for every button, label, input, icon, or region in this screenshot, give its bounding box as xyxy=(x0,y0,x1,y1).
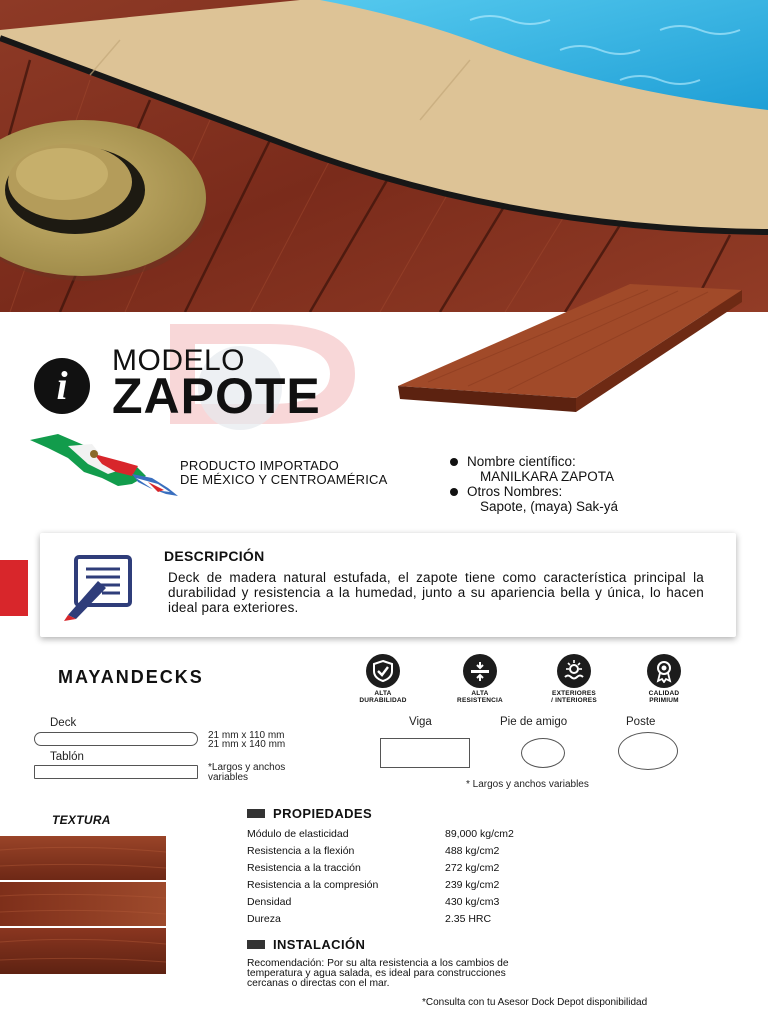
pie-de-amigo-label: Pie de amigo xyxy=(500,716,568,728)
poste-label: Poste xyxy=(626,716,656,728)
badge-durability xyxy=(345,654,421,704)
list-item xyxy=(450,454,618,469)
section-marker-icon xyxy=(247,940,265,949)
properties-title: PROPIEDADES xyxy=(247,806,372,821)
texture-title: TEXTURA xyxy=(52,813,111,827)
badge-label: CALIDAD PRIMIUM xyxy=(648,690,680,704)
poste-profile-shape xyxy=(618,732,678,770)
shield-check-icon xyxy=(366,654,400,688)
bullet-icon xyxy=(450,488,458,496)
description-title: DESCRIPCIÓN xyxy=(164,548,265,564)
size-deck: 21 mm x 110 mm xyxy=(208,730,285,741)
deck-label: Deck xyxy=(50,717,77,729)
document-pen-icon xyxy=(62,555,134,621)
scientific-name-value: MANILKARA ZAPOTA xyxy=(480,469,615,484)
bullet-icon xyxy=(450,458,458,466)
shapes-note: * Largos y anchos variables xyxy=(466,779,589,790)
deck-profile-shape xyxy=(34,732,198,746)
other-names-label: Otros Nombres: xyxy=(467,484,563,499)
pie-de-amigo-profile-shape xyxy=(521,738,565,768)
brand-logo: MAYANDECKS xyxy=(58,667,204,687)
badge-label: ALTA DURABILIDAD xyxy=(359,690,407,704)
badge-exteriors xyxy=(536,654,612,704)
scientific-name-label: Nombre científico: xyxy=(467,454,576,469)
table-row: Resistencia a la compresión 239 kg/cm2 xyxy=(247,879,500,891)
description-card xyxy=(40,533,736,637)
list-item xyxy=(450,484,618,499)
footnote: *Consulta con tu Asesor Dock Depot disponibilidad xyxy=(422,997,648,1008)
hero-image xyxy=(0,0,768,312)
sun-wave-icon xyxy=(557,654,591,688)
model-name: ZAPOTE xyxy=(112,368,321,424)
origin-line-1: PRODUCTO IMPORTADO xyxy=(180,458,339,473)
description-text: Deck de madera natural estufada, el zapote tiene como característica principal la durabilidad y resistencia a la humedad, junto a su apariencia bella y única, lo hacen ideal para exteriores. xyxy=(168,570,704,615)
model-label: MODELO xyxy=(112,344,246,377)
origin-line-2: DE MÉXICO Y CENTROAMÉRICA xyxy=(180,472,388,487)
viga-profile-shape xyxy=(380,738,470,768)
table-row: Módulo de elasticidad 89,000 kg/cm2 xyxy=(247,828,514,840)
section-marker-icon xyxy=(247,809,265,818)
installation-title: INSTALACIÓN xyxy=(247,937,365,952)
species-names-list xyxy=(450,454,618,514)
accent-strip xyxy=(0,560,28,616)
dimension-note-2: variables xyxy=(208,772,249,783)
viga-label: Viga xyxy=(409,716,432,728)
texture-swatch-image xyxy=(0,836,166,974)
dimension-note-1: *Largos y anchos xyxy=(208,762,286,773)
table-row: Densidad 430 kg/cm3 xyxy=(247,896,500,908)
wood-board-image xyxy=(398,282,744,422)
table-row: Resistencia a la flexión 488 kg/cm2 xyxy=(247,845,500,857)
table-row: Dureza 2.35 HRC xyxy=(247,913,492,925)
hero-deck-scene xyxy=(0,0,768,312)
badge-resistance xyxy=(442,654,518,704)
properties-table xyxy=(247,826,567,928)
mexico-central-america-map-icon xyxy=(28,432,178,498)
tablon-label: Tablón xyxy=(50,751,84,763)
installation-text: Recomendación: Por su alta resistencia a los cambios de temperatura y agua salada, es ideal para construcciones cercanas o directas con el mar. xyxy=(247,958,509,989)
size-tablon: 21 mm x 140 mm xyxy=(208,739,286,750)
badge-quality xyxy=(626,654,702,704)
badge-label: EXTERIORES / INTERIORES xyxy=(551,690,597,704)
compress-icon xyxy=(463,654,497,688)
tablon-profile-shape xyxy=(34,765,198,779)
award-ribbon-icon xyxy=(647,654,681,688)
other-names-value: Sapote, (maya) Sak-yá xyxy=(480,499,619,514)
info-icon: i xyxy=(34,358,90,414)
table-row: Resistencia a la tracción 272 kg/cm2 xyxy=(247,862,500,874)
badge-label: ALTA RESISTENCIA xyxy=(457,690,503,704)
